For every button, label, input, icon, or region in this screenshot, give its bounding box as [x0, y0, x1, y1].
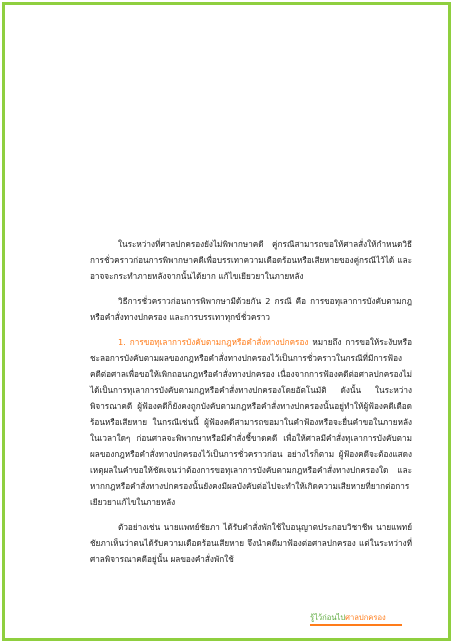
page-frame-bottom	[2, 638, 451, 641]
footer-title: ศาลปกครอง	[345, 613, 386, 622]
footer-underline	[310, 624, 402, 626]
running-footer	[310, 612, 430, 624]
paragraph-intro: ในระหว่างที่ศาลปกครองยังไม่พิพากษาคดี คู่กรณีสามารถขอให้ศาลสั่งให้กำหนดวิธีการชั่วคราวก่อนการพิพากษาคดีเพื่อบรรเทาความเดือดร้อนหรือเสียหายของคู่กรณีไว้ได้ และอาจจะกระทำภายหลังจากนั้นได้ยาก แก้ไขเยียวยาในภายหลัง	[90, 239, 412, 281]
paragraph-suspension	[90, 334, 412, 510]
paragraph-two-cases: วิธีการชั่วคราวก่อนการพิพากษามีด้วยกัน 2 กรณี คือ การขอทุเลาการบังคับตามกฎหรือคำสั่งทางปกครอง และการบรรเทาทุกข์ชั่วคราว	[90, 296, 412, 322]
page-frame-right	[448, 2, 451, 641]
page-frame-left	[2, 2, 5, 641]
page-frame-top	[2, 2, 451, 5]
paragraph-suspension-text: หมายถึง การขอให้ระงับหรือชะลอการบังคับตามผลของกฎหรือคำสั่งทางปกครองไว้เป็นการชั่วคราวในกรณีที่มีการฟ้องคดีต่อศาลเพื่อขอให้เพิกถอนกฎหรือคำสั่งทางปกครอง เนื่องจากการฟ้องคดีต่อศาลปกครองไม่ได้เป็นการทุเลาการบังคับตามกฎหรือคำสั่งทางปกครองโดยอัตโนมัติ ดังนั้น ในระหว่างพิจารณาคดี ผู้ฟ้องคดีก็ยังคงถูกบังคับตามกฎหรือคำสั่งทางปกครองนั้นอยู่ทำให้ผู้ฟ้องคดีเดือดร้อนหรือเสียหาย ในกรณีเช่นนี้ ผู้ฟ้องคดีสามารถขอมาในคำฟ้องหรือจะยื่นคำขอในภายหลังในเวลาใดๆ ก่อนศาลจะพิพากษาหรือมีคำสั่งชี้ขาดคดี เพื่อให้ศาลมีคำสั่งทุเลาการบังคับตามผลของกฎหรือคำสั่งทางปกครองไว้เป็นการชั่วคราวก่อน อย่างไรก็ตาม ผู้ฟ้องคดีจะต้องแสดงเหตุผลในคำขอให้ชัดเจนว่าต้องการขอทุเลาการบังคับตามกฎหรือคำสั่งทางปกครองใด และหากกฎหรือคำสั่งทางปกครองนั้นยังคงมีผลบังคับต่อไปจะทำให้เกิดความเสียหายที่ยากต่อการเยียวยาแก้ไขในภายหลัง	[90, 337, 412, 507]
paragraph-example: ตัวอย่างเช่น นายแพทย์ชัยภา ได้รับคำสั่งพักใช้ใบอนุญาตประกอบวิชาชีพ นายแพทย์ชัยภาเห็นว่าตนได้รับความเดือดร้อนเสียหาย จึงนำคดีมาฟ้องต่อศาลปกครอง แต่ในระหว่างที่ศาลพิจารณาคดีอยู่นั้น ผลของคำสั่งพักใช้	[90, 522, 412, 564]
footer-prefix: รู้ไว้ก่อนไป	[310, 613, 346, 622]
page-body	[90, 236, 412, 567]
section-heading-suspension: 1. การขอทุเลาการบังคับตามกฎหรือคำสั่งทางปกครอง	[118, 337, 309, 347]
